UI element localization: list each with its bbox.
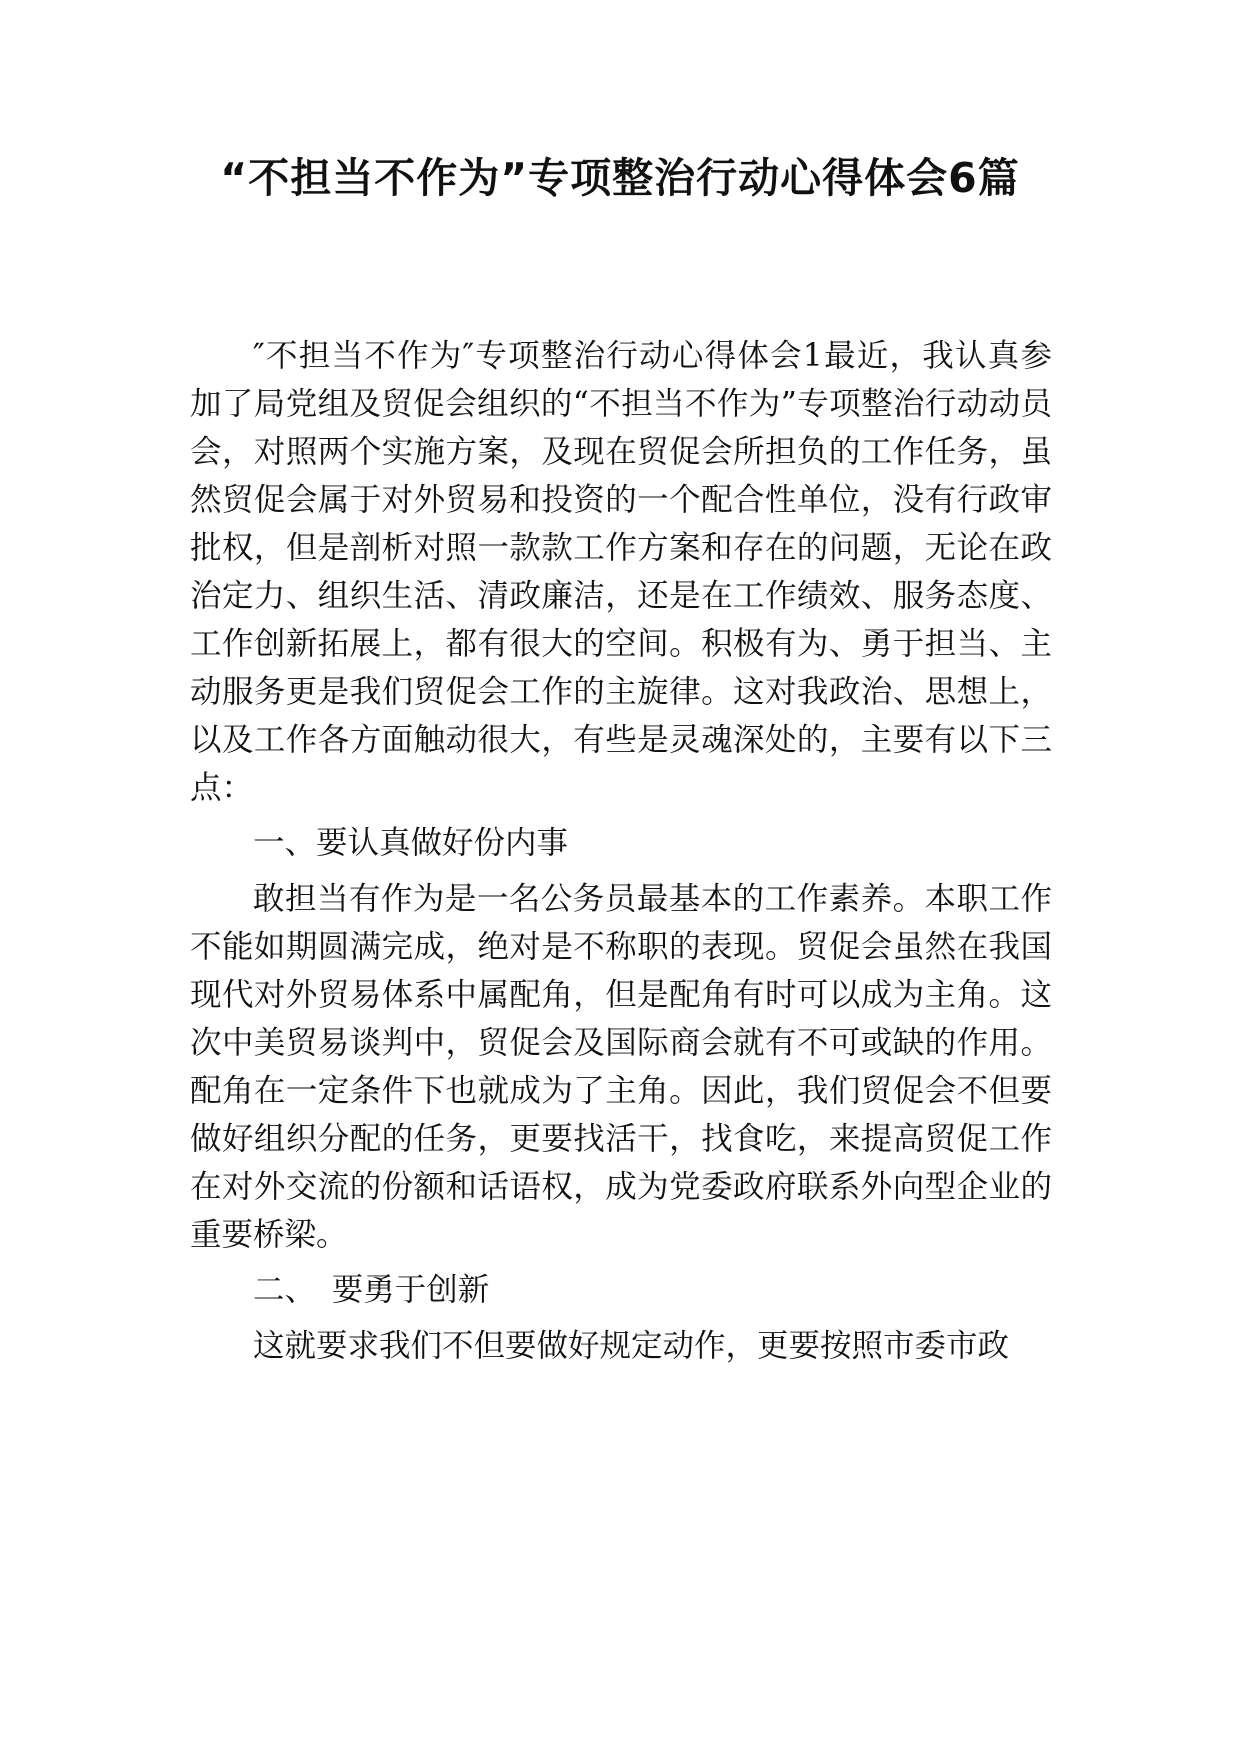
section-1-paragraph: 敢担当有作为是一名公务员最基本的工作素养。本职工作不能如期圆满完成，绝对是不称职的表现。贸促会虽然在我国现代对外贸易体系中属配角，但是配角有时可以成为主角。这次中美贸易谈判中，贸促会及国际商会就有不可或缺的作用。配角在一定条件下也就成为了主角。因此，我们贸促会不但要做好组织分配的任务，更要找活干，找食吃，来提高贸促工作在对外交流的份额和话语权，成为党委政府联系外向型企业的重要桥梁。 (190, 881, 1052, 1253)
section-2-paragraph: 这就要求我们不但要做好规定动作，更要按照市委市政 (253, 1328, 1010, 1364)
section-heading-2: 二、 要勇于创新 (253, 1272, 490, 1308)
document-body (190, 332, 1052, 1377)
section-heading-1: 一、要认真做好份内事 (253, 825, 569, 861)
intro-paragraph: ″不担当不作为″专项整治行动心得体会1最近，我认真参加了局党组及贸促会组织的“不担当不作为”专项整治行动动员会，对照两个实施方案，及现在贸促会所担负的工作任务，虽然贸促会属于对外贸易和投资的一个配合性单位，没有行政审批权，但是剖析对照一款款工作方案和存在的问题，无论在政治定力、组织生活、清政廉洁，还是在工作绩效、服务态度、工作创新拓展上，都有很大的空间。积极有为、勇于担当、主动服务更是我们贸促会工作的主旋律。这对我政治、思想上，以及工作各方面触动很大，有些是灵魂深处的，主要有以下三点： (190, 338, 1052, 806)
document-title: “不担当不作为”专项整治行动心得体会6篇 (220, 154, 1020, 202)
